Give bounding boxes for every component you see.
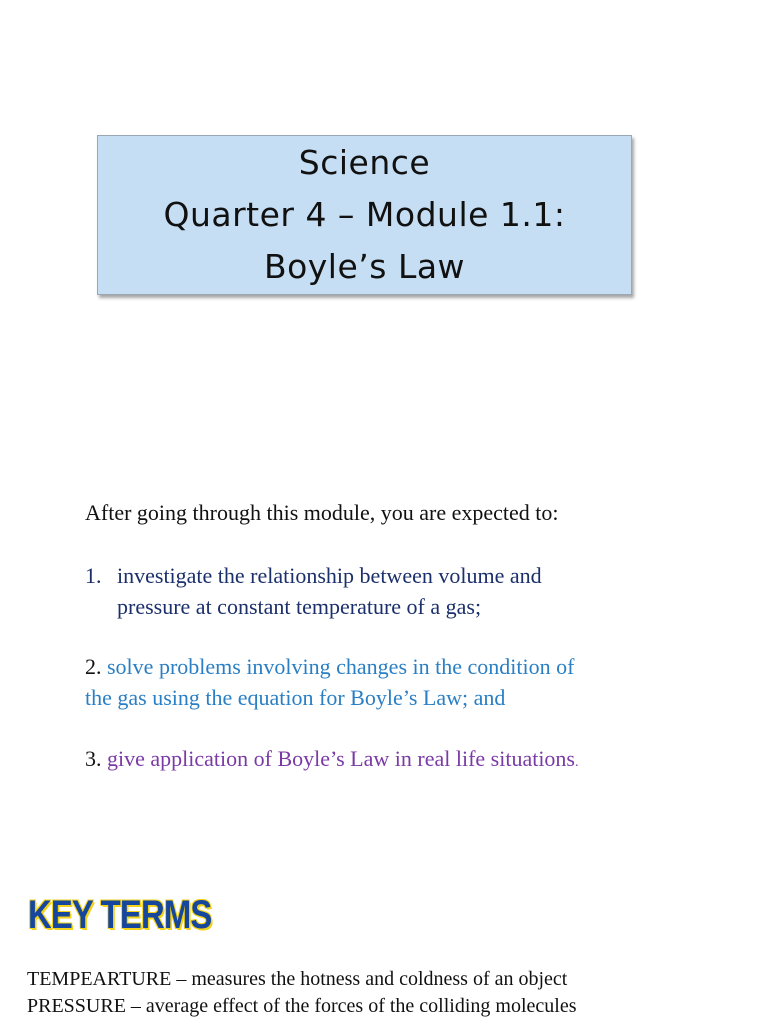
objective-3-number: 3. <box>85 746 102 771</box>
key-terms-heading: KEY TERMS <box>28 893 212 937</box>
objective-1-line-1 <box>85 560 542 591</box>
objective-1-line-2: pressure at constant temperature of a gas; <box>117 594 482 619</box>
title-subject: Science <box>298 143 431 182</box>
objective-2-line-2: the gas using the equation for Boyle’s Law; and <box>85 685 506 710</box>
objective-2 <box>85 651 574 713</box>
intro-text: After going through this module, you are expected to: <box>85 500 559 525</box>
key-term-temperature: TEMPEARTURE – measures the hotness and coldness of an object <box>27 968 568 990</box>
objective-3 <box>85 743 579 778</box>
title-topic: Boyle’s Law <box>263 247 466 286</box>
objective-2-text-1: solve problems involving changes in the condition of <box>107 654 575 679</box>
objective-2-number: 2. <box>85 654 102 679</box>
objective-3-line-1 <box>85 743 579 778</box>
objective-3-period: . <box>575 755 579 770</box>
objective-1-text-1: investigate the relationship between volume and <box>117 563 542 588</box>
objective-1-number: 1. <box>85 563 102 588</box>
objective-1 <box>85 560 542 622</box>
title-module: Quarter 4 – Module 1.1: <box>163 195 566 234</box>
objective-2-line-1 <box>85 651 574 682</box>
objective-3-text-1: give application of Boyle’s Law in real life situations <box>107 746 575 771</box>
key-term-pressure: PRESSURE – average effect of the forces of the colliding molecules <box>27 995 577 1017</box>
title-box <box>97 135 632 295</box>
